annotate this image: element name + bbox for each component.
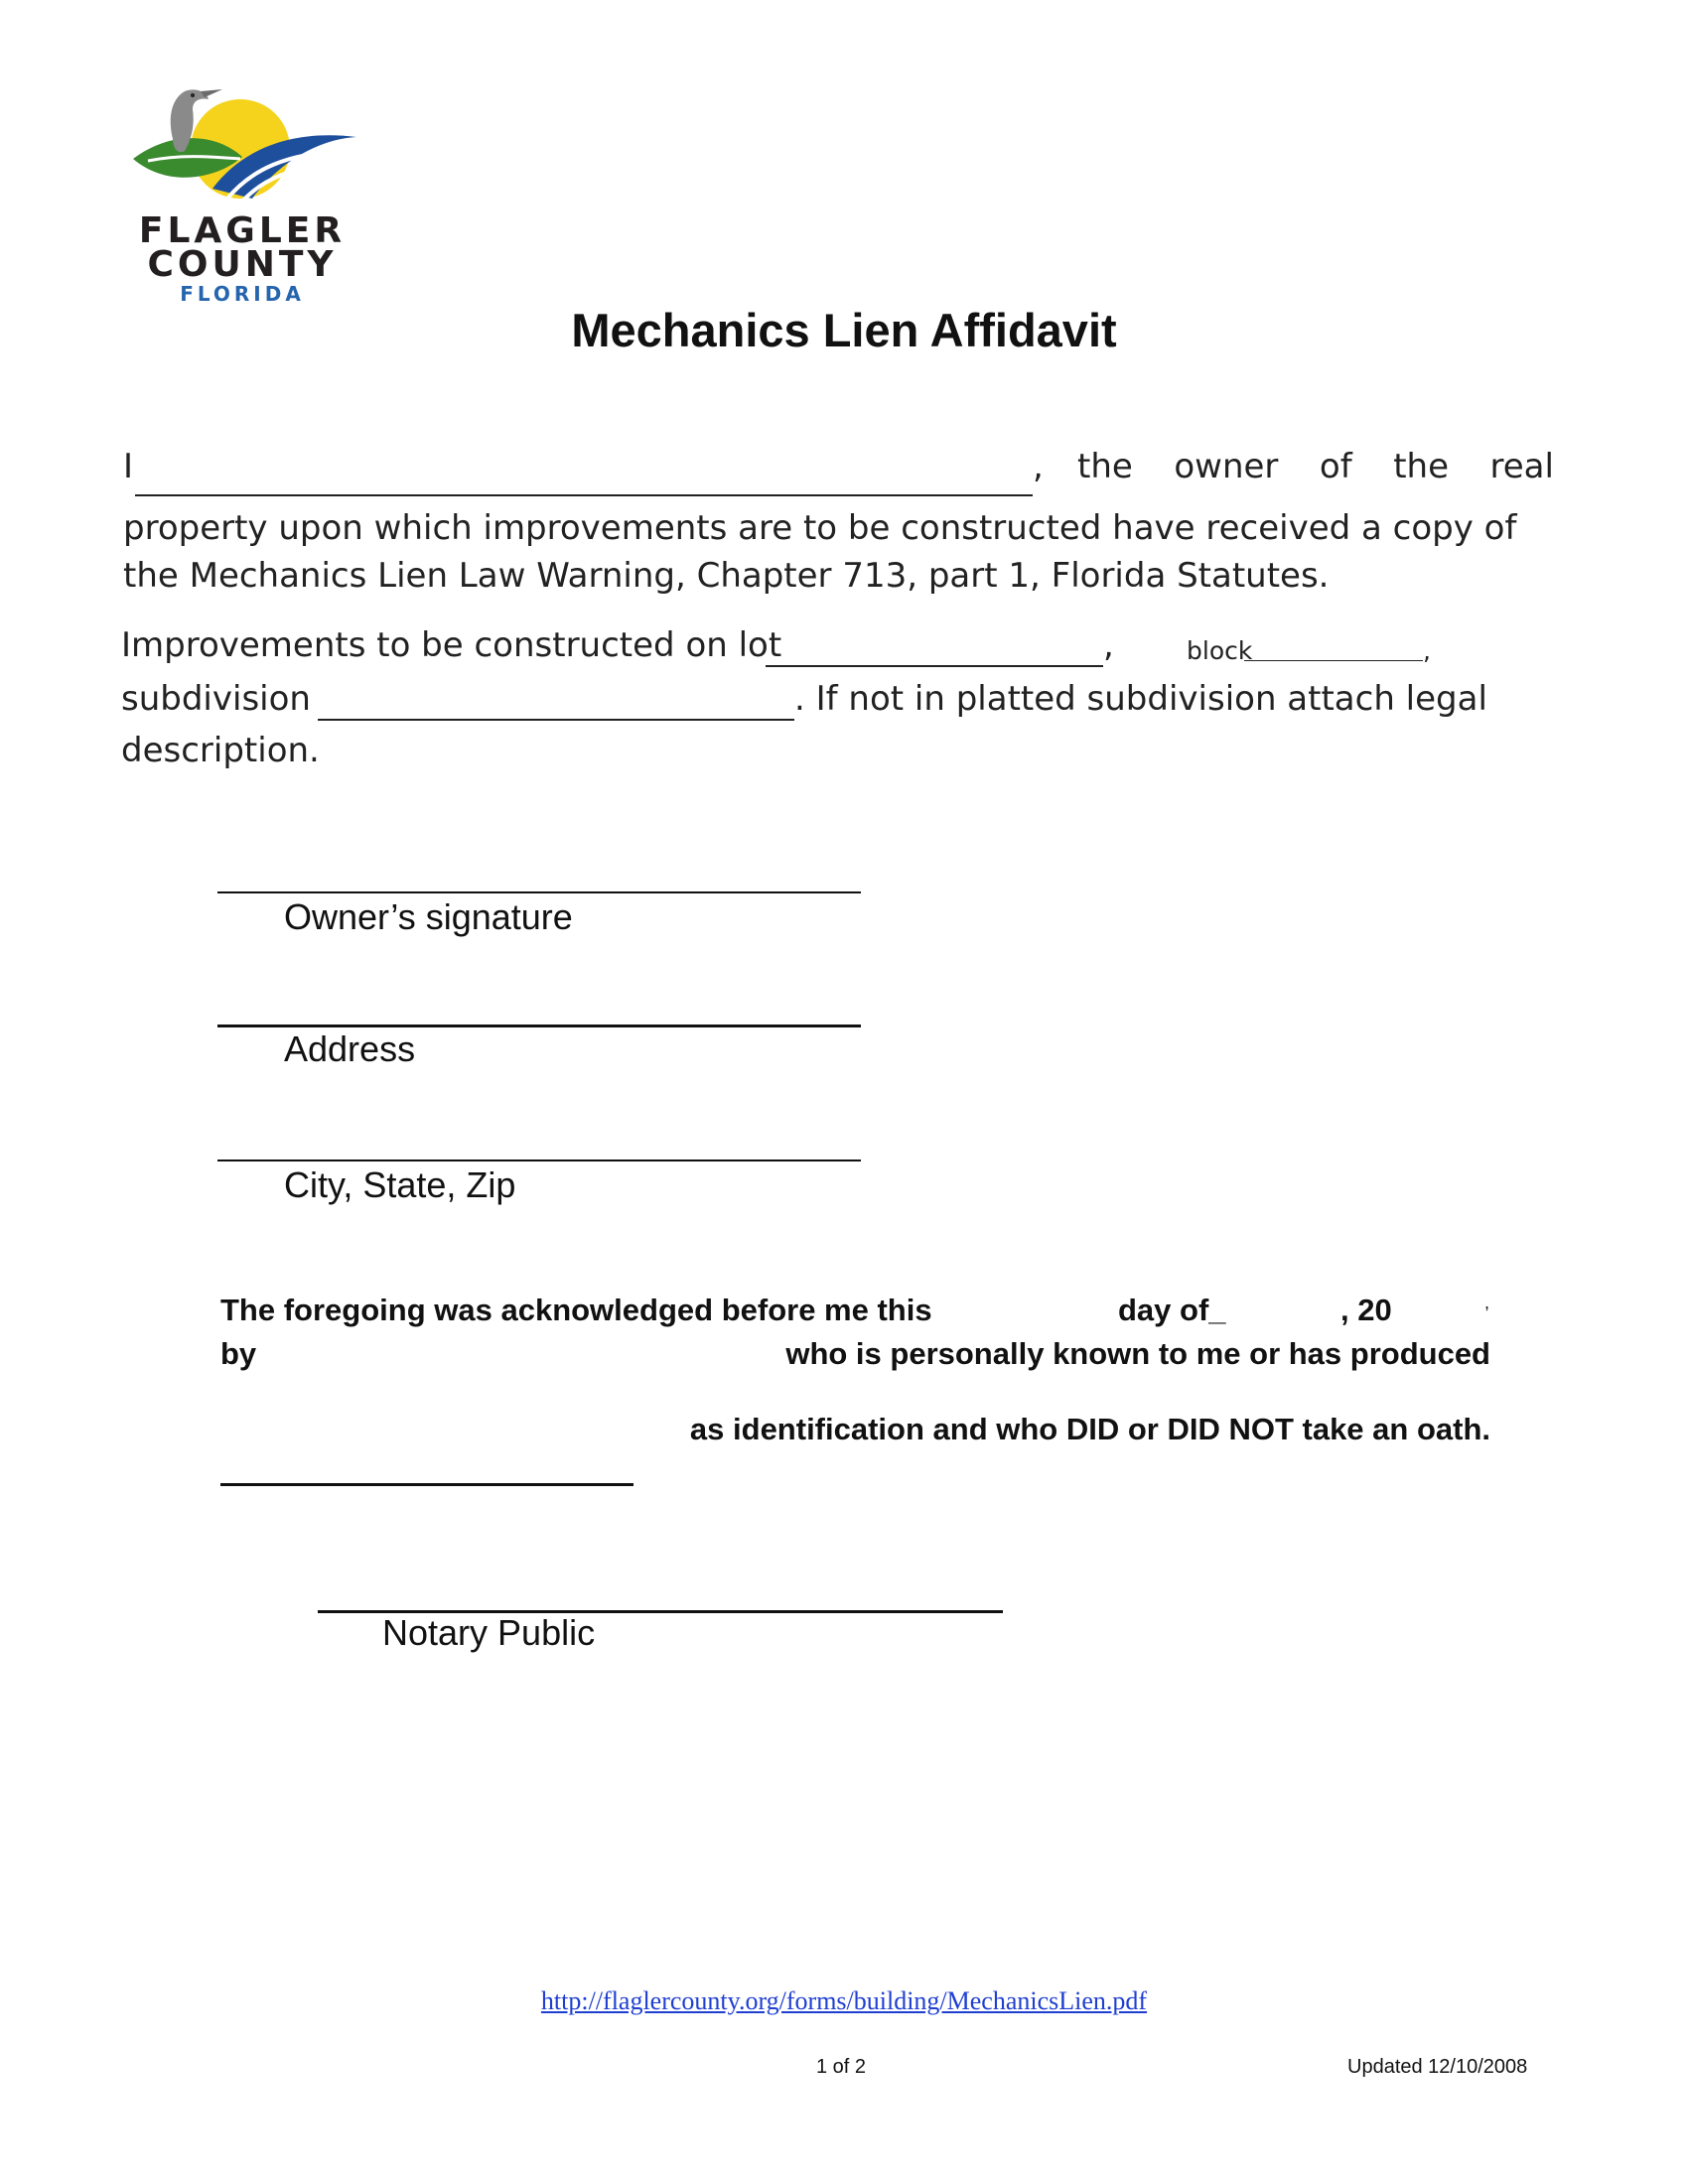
word-of: of bbox=[1319, 447, 1352, 486]
acknowledgment-text-1: The foregoing was acknowledged before me this bbox=[220, 1293, 932, 1327]
city-state-zip-label: City, State, Zip bbox=[284, 1164, 516, 1205]
updated-date: Updated 12/10/2008 bbox=[1347, 2056, 1528, 2078]
form-url-link[interactable]: http://flaglercounty.org/forms/building/MechanicsLien.pdf bbox=[540, 1986, 1148, 2015]
logo-emblem-icon bbox=[123, 79, 371, 213]
lot-comma: , bbox=[1103, 625, 1114, 665]
address-label: Address bbox=[284, 1028, 416, 1069]
acknowledgment-known-text: who is personally known to me or has produced bbox=[785, 1336, 1490, 1371]
subdivision-field-line[interactable] bbox=[318, 719, 794, 721]
acknowledgment-day-of: day of_ bbox=[1118, 1293, 1226, 1327]
owner-comma: , bbox=[1033, 447, 1044, 486]
block-comma: , bbox=[1423, 636, 1431, 665]
owner-name-field-line[interactable] bbox=[135, 494, 1033, 496]
page-number: 1 of 2 bbox=[816, 2056, 867, 2078]
owner-signature-label: Owner’s signature bbox=[284, 896, 573, 937]
legal-description-note: . If not in platted subdivision attach legal bbox=[794, 679, 1487, 719]
block-field-line[interactable] bbox=[1244, 660, 1423, 661]
page-title: Mechanics Lien Affidavit bbox=[571, 304, 1117, 356]
acknowledgment-by: by bbox=[220, 1336, 257, 1371]
acknowledgment-oath-text: as identification and who DID or DID NOT take an oath. bbox=[689, 1412, 1490, 1446]
lot-field-line[interactable] bbox=[766, 665, 1103, 667]
acknowledgment-comma: , bbox=[1484, 1293, 1490, 1312]
logo-text-county: COUNTY bbox=[147, 244, 338, 285]
identification-field-line[interactable] bbox=[220, 1483, 633, 1486]
flagler-county-logo bbox=[123, 79, 371, 308]
subdivision-label: subdivision bbox=[121, 679, 311, 719]
legal-description-note-end: description. bbox=[121, 731, 320, 770]
word-real: real bbox=[1489, 447, 1554, 486]
block-label: block bbox=[1187, 636, 1253, 665]
acknowledgment-year: , 20 bbox=[1340, 1293, 1392, 1327]
lot-label: Improvements to be constructed on lot bbox=[121, 625, 782, 665]
word-the-2: the bbox=[1393, 447, 1450, 486]
word-owner: owner bbox=[1174, 447, 1279, 486]
address-line[interactable] bbox=[217, 1024, 861, 1027]
owner-statement-words bbox=[1077, 447, 1554, 486]
owner-statement-line-2: property upon which improvements are to be constructed have received a copy of bbox=[123, 508, 1517, 548]
logo-text-flagler: FLAGLER bbox=[138, 210, 347, 251]
owner-statement-line-3: the Mechanics Lien Law Warning, Chapter 713, part 1, Florida Statutes. bbox=[123, 556, 1330, 596]
owner-intro-text: I bbox=[123, 447, 134, 486]
notary-public-label: Notary Public bbox=[382, 1612, 596, 1653]
word-the: the bbox=[1077, 447, 1133, 486]
city-state-zip-line[interactable] bbox=[217, 1160, 861, 1161]
logo-text-florida: FLORIDA bbox=[180, 282, 305, 306]
owner-signature-line[interactable] bbox=[217, 891, 861, 893]
